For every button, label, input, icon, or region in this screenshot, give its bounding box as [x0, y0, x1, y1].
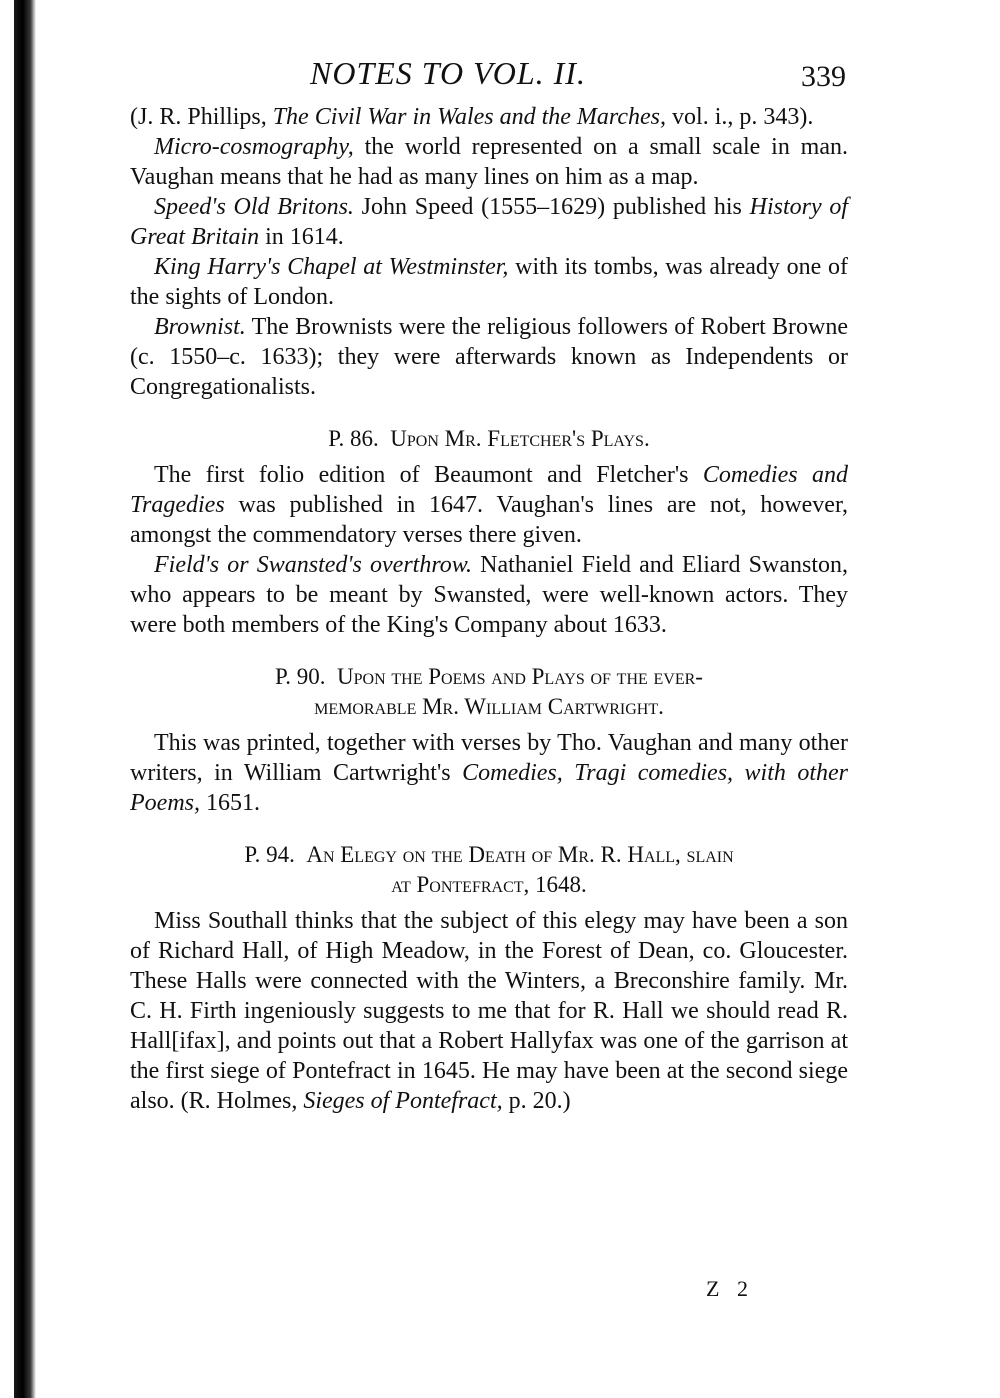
running-title: NOTES TO VOL. II.: [310, 55, 586, 91]
section-heading-cartwright: P. 90. Upon the Poems and Plays of the ever- memorable Mr. William Cartwright.: [275, 664, 703, 719]
paragraph-micro-cosmography: Micro-cosmography, the world represented on a small scale in man. Vaughan means that he had as many lines on him as a map.: [130, 134, 848, 190]
paragraph-field: Field's or Swansted's overthrow. Nathaniel Field and Eliard Swanston, who appears to be meant by Swansted, were well-known actors. They were both members of the King's Company about 1633.: [130, 552, 849, 638]
paragraph-speed: Speed's Old Britons. John Speed (1555–1629) published his History of Great Britain in 1614.: [130, 194, 849, 250]
book-spine-shadow: [14, 0, 36, 1398]
paragraph-folio: The first folio edition of Beaumont and Fletcher's Comedies and Tragedies was published in 1647. Vaughan's lines are not, however, amongst the commendatory verses there given.: [130, 462, 848, 548]
page-body: [130, 55, 849, 1116]
paragraph-phillips: (J. R. Phillips, The Civil War in Wales and the Marches, vol. i., p. 343).: [130, 104, 814, 130]
paragraph-southall: Miss Southall thinks that the subject of this elegy may have been a son of Richard Hall, of High Meadow, in the Forest of Dean, co. Gloucester. These Halls were connected with the Winters, a Breconshire family. Mr. C. H. Firth ingeniously suggests to me that for R. Hall we should read R. Hall[ifax], and points out that a Robert Hallyfax was one of the garrison at the first siege of Pontefract in 1645. He may have been at the second siege also. (R. Holmes, Sieges of Pontefract, p. 20.): [130, 908, 848, 1114]
paragraph-brownist: Brownist. The Brownists were the religious followers of Robert Browne (c. 1550–c. 1633); they were afterwards known as Independents or Congregationalists.: [130, 314, 848, 400]
page-number: 339: [801, 60, 846, 93]
running-header: [130, 55, 848, 102]
paragraph-king-harry: King Harry's Chapel at Westminster, with its tombs, was already one of the sights of London.: [130, 254, 848, 310]
section-heading-fletcher: P. 86. Upon Mr. Fletcher's Plays.: [328, 426, 650, 451]
paragraph-cartwright: This was printed, together with verses by Tho. Vaughan and many other writers, in William Cartwright's Comedies, Tragi comedies, with other Poems, 1651.: [130, 730, 848, 816]
signature-mark: Z 2: [706, 1276, 754, 1301]
section-heading-hall: P. 94. An Elegy on the Death of Mr. R. Hall, slain at Pontefract, 1648.: [244, 842, 734, 897]
